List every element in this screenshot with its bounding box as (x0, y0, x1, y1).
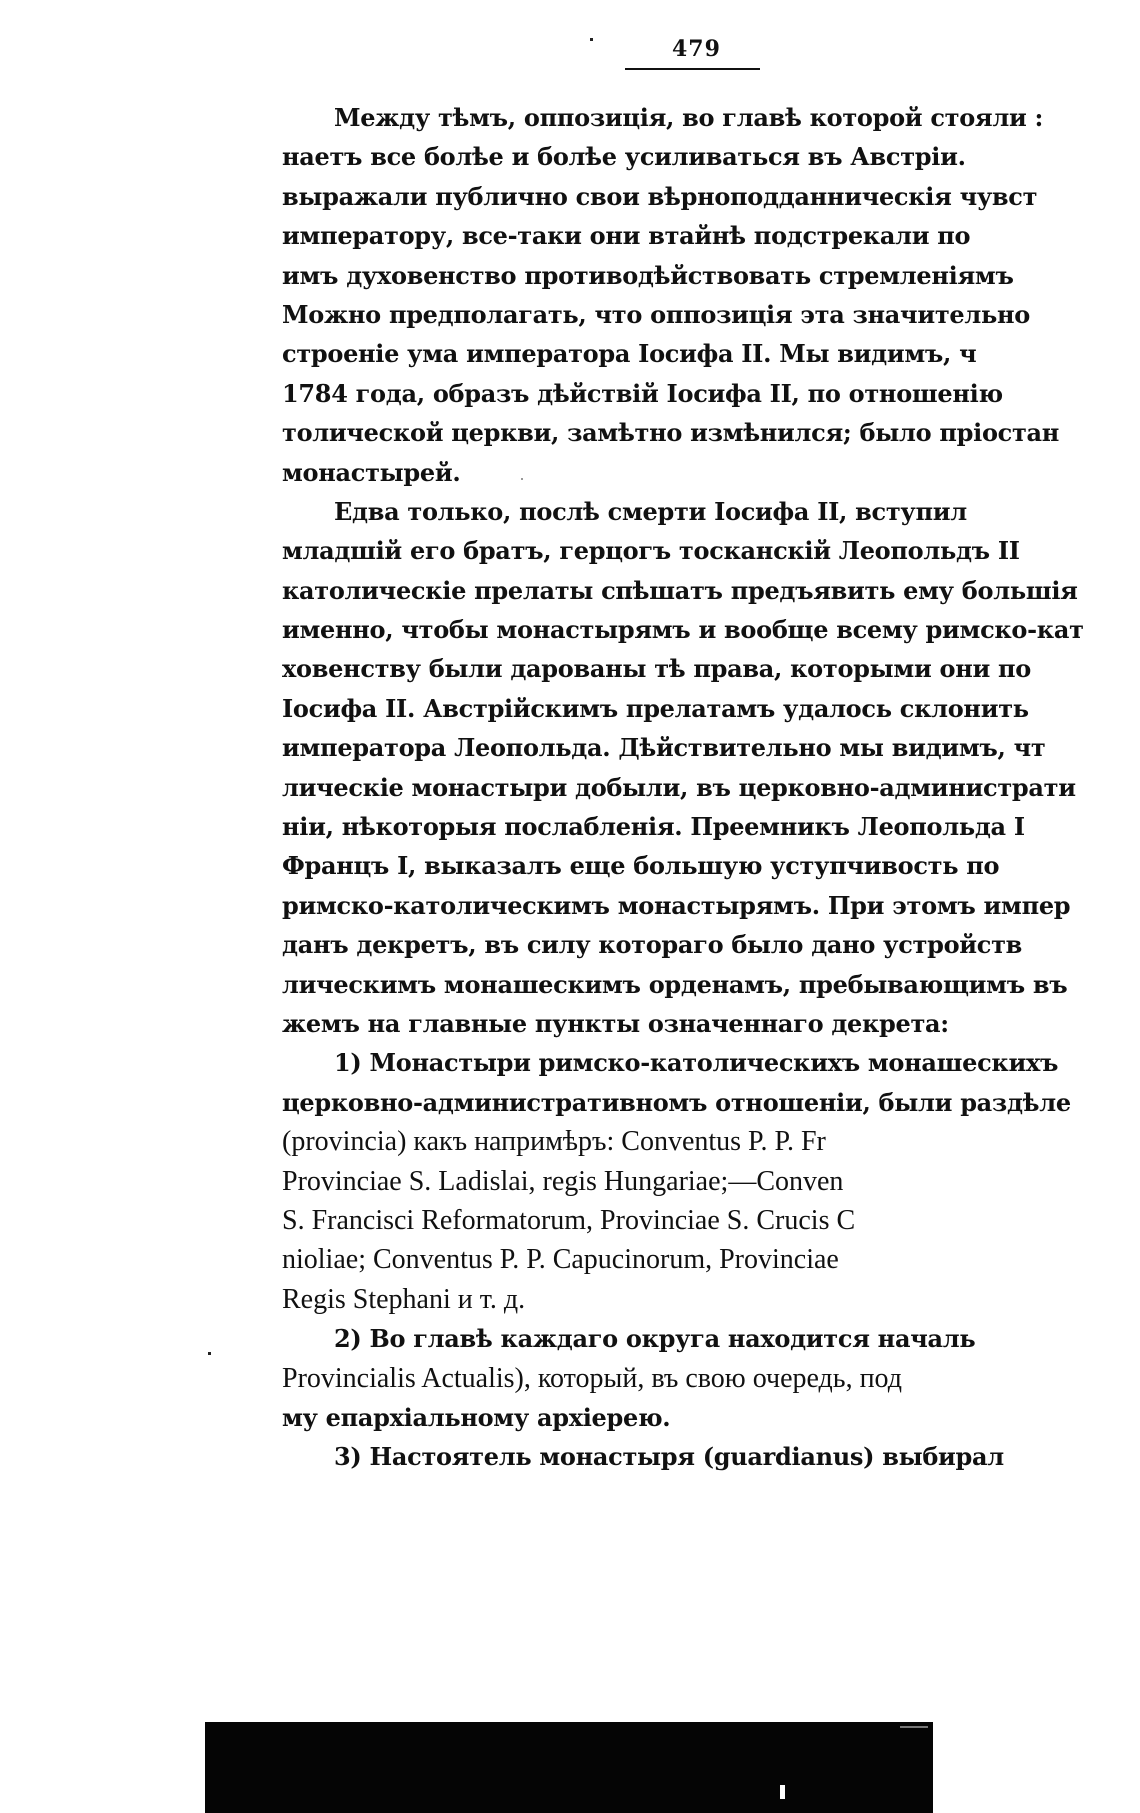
text-line: Между тѣмъ, оппозиція, во главѣ которой стояли : (334, 103, 1044, 132)
text-line: жемъ на главные пункты означеннаго декрета: (282, 1008, 949, 1038)
text-line: S. Francisci Reformatorum, Provinciae S. Crucis C (282, 1204, 856, 1236)
text-line: наетъ все болѣе и болѣе усиливаться въ Австріи. (282, 142, 966, 172)
text-line: му епархіальному архіерею. (282, 1402, 671, 1432)
text-line: Іосифа II. Австрійскимъ прелатамъ удалось склонить (282, 693, 1029, 723)
scan-speck (590, 38, 593, 41)
text-line: Можно предполагать, что оппозиція эта значительно (282, 299, 1030, 329)
text-line: лическимъ монашескимъ орденамъ, пребывающимъ въ (282, 969, 1068, 999)
text-line: ніи, нѣкоторыя послабленія. Преемникъ Леопольда I (282, 812, 1025, 842)
scan-bottom-dash (900, 1726, 928, 1728)
text-line: церковно-административномъ отношеніи, были раздѣле (282, 1087, 1071, 1117)
text-line: выражали публично свои вѣрноподданническія чувст (282, 181, 1038, 211)
text-line: Provinciae S. Ladislai, regis Hungariae;—Conven (282, 1165, 844, 1197)
text-line: монастырей. (282, 457, 461, 487)
text-body (282, 98, 1084, 1478)
text-line: римско-католическимъ монастырямъ. При этомъ импер (282, 890, 1071, 920)
text-line: Regis Stephani и т. д. (282, 1283, 526, 1315)
text-line: именно, чтобы монастырямъ и вообще всему римско-кат (282, 615, 1084, 645)
scan-bottom-edge (205, 1722, 933, 1813)
text-line: nioliae; Conventus P. P. Capucinorum, Provinciae (282, 1244, 839, 1276)
text-line: католическіе прелаты спѣшатъ предъявить ему большія (282, 575, 1078, 605)
text-line: 1784 года, образъ дѣйствій Іосифа II, по отношенію (282, 378, 1003, 408)
text-line: 1) Монастыри римско-католическихъ монашескихъ (334, 1048, 1059, 1078)
text-line: младшій его братъ, герцогъ тосканскій Леопольдъ II (282, 536, 1020, 566)
text-line: Едва только, послѣ смерти Іосифа II, вступил (334, 496, 967, 526)
text-line: Provincialis Actualis), который, въ свою очередь, под (282, 1362, 902, 1394)
text-line: имъ духовенство противодѣйствовать стремленіямъ (282, 260, 1014, 290)
page-number-rule (625, 68, 760, 70)
scan-speck (208, 1352, 211, 1355)
page-number: 479 (672, 36, 721, 62)
text-line: (provincia) какъ напримѣръ: Conventus P. P. Fr (282, 1126, 826, 1158)
text-line: 3) Настоятель монастыря (guardianus) выбирал (334, 1442, 1004, 1472)
text-line: лическіе монастыри добыли, въ церковно-администрати (282, 772, 1076, 802)
scan-bottom-tick (780, 1785, 785, 1799)
text-line: императору, все-таки они втайнѣ подстрекали по (282, 221, 971, 251)
text-line: императора Леопольда. Дѣйствительно мы видимъ, чт (282, 733, 1046, 763)
text-line: толической церкви, замѣтно измѣнился; было пріостан (282, 418, 1060, 448)
text-line: Францъ I, выказалъ еще большую уступчивость по (282, 851, 1000, 881)
text-line: строеніе ума императора Іосифа II. Мы видимъ, ч (282, 339, 977, 369)
text-line: ховенству были дарованы тѣ права, которыми они по (282, 654, 1031, 684)
text-line: данъ декретъ, въ силу котораго было дано устройств (282, 930, 1023, 960)
text-line: 2) Во главѣ каждаго округа находится началь (334, 1324, 976, 1354)
